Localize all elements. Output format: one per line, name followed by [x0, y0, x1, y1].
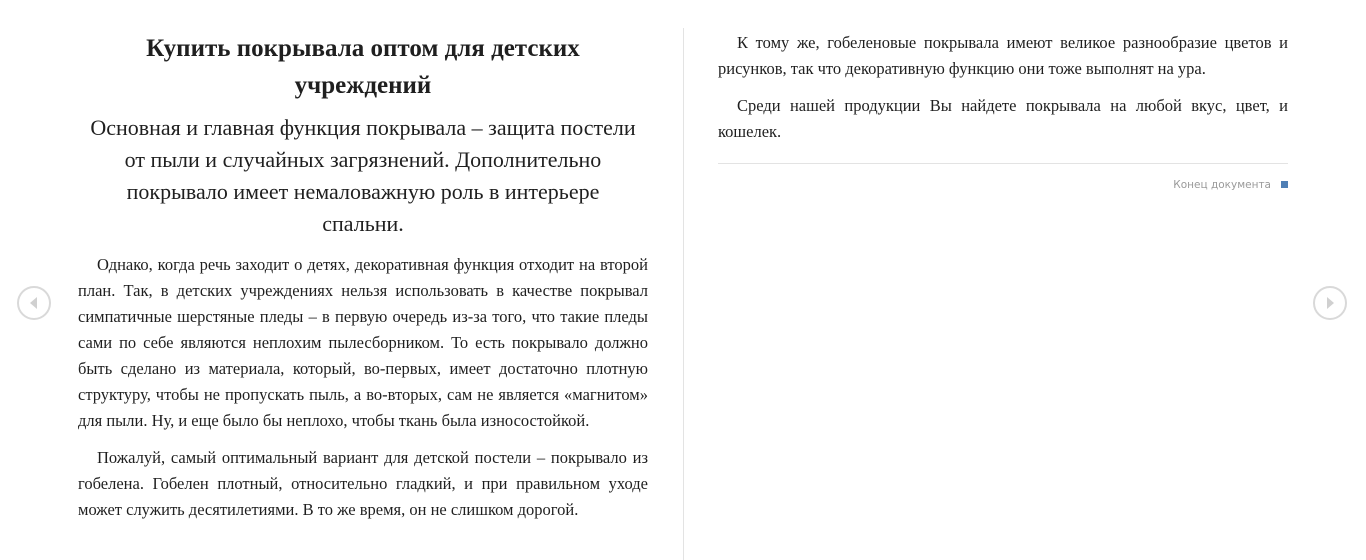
paragraph: К тому же, гобеленовые покрывала имеют великое разнообразие цветов и рисунков, так что декоративную функцию они тоже выполнят на ура. [718, 33, 1288, 78]
end-of-document-marker [718, 178, 1288, 192]
end-square-icon [1281, 181, 1288, 188]
previous-page-button[interactable] [17, 286, 51, 320]
paragraph: Однако, когда речь заходит о детях, декоративная функция отходит на второй план. Так, в детских учреждениях нельзя использовать в качестве покрывал симпатичные шерстяные пледы – в первую очередь из-за того, что такие пледы сами по себе являются неплохим пылесборником. То есть покрывало должно быть сделано из материала, который, во-первых, имеет достаточно плотную структуру, чтобы не пропускать пыль, а во-вторых, сам не является «магнитом» для пыли. Ну, и еще было бы неплохо, чтобы ткань была износостойкой. [78, 255, 648, 430]
paragraph: Пожалуй, самый оптимальный вариант для детской постели – покрывало из гобелена. Гобелен плотный, относительно гладкий, и при правильном уходе может служить десятилетиями. В то же время, он не слишком дорогой. [78, 448, 648, 519]
end-of-document-rule [718, 163, 1288, 164]
paragraph: Среди нашей продукции Вы найдете покрывала на любой вкус, цвет, и кошелек. [718, 96, 1288, 141]
chevron-right-icon [1315, 288, 1345, 318]
chevron-left-icon [19, 288, 49, 318]
document-subtitle: Основная и главная функция покрывала – защита постели от пыли и случайных загрязнений. Дополнительно покрывало имеет немаловажную роль в интерьере спальни. [90, 115, 636, 236]
page-column-right [718, 30, 1288, 192]
next-page-button[interactable] [1313, 286, 1347, 320]
end-of-document-label: Конец документа [1173, 179, 1271, 191]
page-divider [683, 28, 684, 560]
page-column-left [78, 30, 648, 523]
document-title: Купить покрывала оптом для детских учреждений [146, 35, 580, 99]
